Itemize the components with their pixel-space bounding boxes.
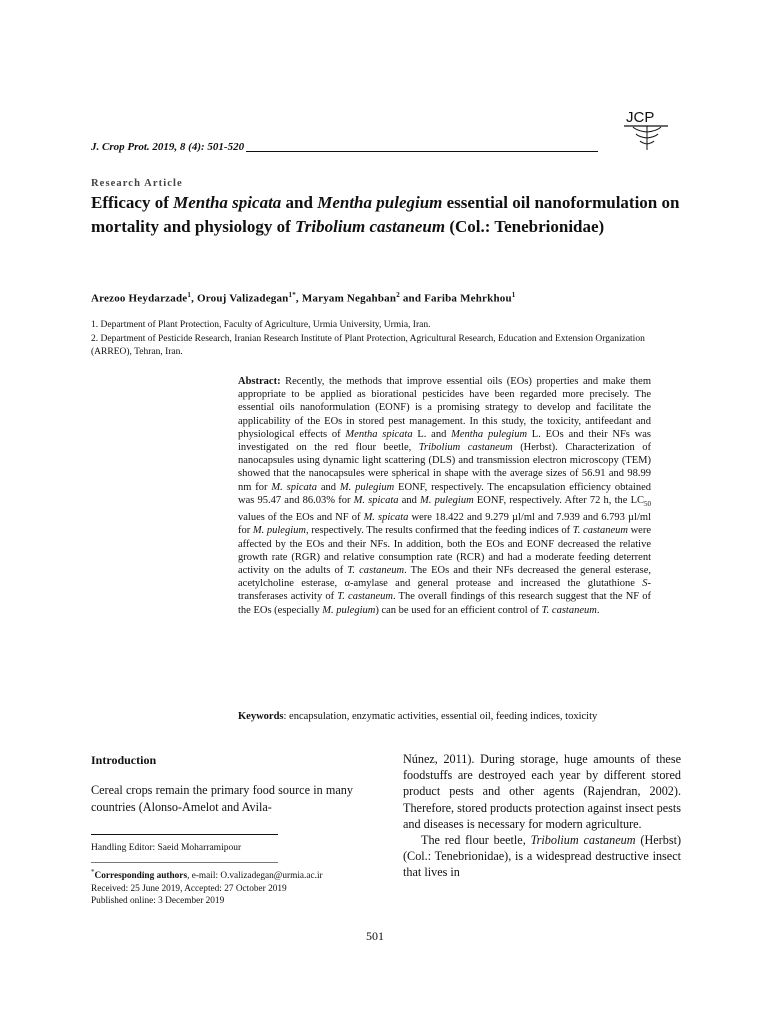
journal-citation bbox=[91, 141, 598, 153]
abstract-species: M. spicata bbox=[363, 512, 409, 524]
keywords-text: : encapsulation, enzymatic activities, essential oil, feeding indices, toxicity bbox=[283, 711, 598, 722]
correspondence-footnote bbox=[91, 866, 391, 908]
corr-marker: * bbox=[91, 868, 95, 876]
title-part: Efficacy of bbox=[91, 193, 174, 212]
abstract-text: -transferases activity of bbox=[238, 578, 651, 603]
received-accepted: Received: 25 June 2019, Accepted: 27 October 2019 bbox=[91, 883, 287, 894]
author-affiliation-mark: 2 bbox=[396, 291, 400, 299]
journal-logo bbox=[622, 106, 672, 152]
abstract-text: (Herbst). Characterization of nanocapsules using dynamic light scattering (DLS) and transmission electron microscopy (TEM) showed that the nanocapsules were spherical in shape with the average sizes of 56.91 and 98.99 nm for bbox=[238, 442, 651, 493]
author-affiliation-mark: 1 bbox=[187, 291, 192, 299]
abstract-species: Tribolium castaneum bbox=[418, 442, 513, 454]
abstract-species: T. castaneum bbox=[347, 564, 405, 576]
abstract-text: were affected by the EOs and their NFs. In addition, both the EOs and EONF decreased the relative growth rate (RGR) and relative consumption rate (RCR) and had a moderate feeding deterrent activity on the adults of bbox=[238, 525, 651, 576]
abstract-text: and bbox=[316, 481, 340, 493]
article-type-label: Research Article bbox=[91, 178, 183, 189]
introduction-right-column bbox=[403, 751, 681, 881]
abstract-species: Mentha spicata bbox=[345, 428, 413, 440]
abstract bbox=[238, 375, 651, 617]
corr-email: , e-mail: O.valizadegan@urmia.ac.ir bbox=[187, 871, 323, 882]
abstract-text: EONF, respectively. After 72 h, the LC bbox=[473, 494, 645, 506]
author-affiliation-mark: 1 bbox=[511, 291, 516, 299]
journal-citation-text: J. Crop Prot. 2019, 8 (4): 501-520 bbox=[91, 141, 245, 153]
abstract-label: Abstract: bbox=[238, 376, 281, 387]
affiliation-1: 1. Department of Plant Protection, Faculty of Agriculture, Urmia University, Urmia, Iran. bbox=[91, 320, 431, 330]
author-separator: , bbox=[191, 292, 197, 305]
para-species: Tribolium castaneum bbox=[530, 833, 636, 848]
abstract-text: were 18.422 and 9.279 µl/ml and 7.939 and 6.793 µl/ml for bbox=[238, 512, 652, 537]
author-list bbox=[91, 291, 681, 305]
published-online: Published online: 3 December 2019 bbox=[91, 896, 225, 907]
abstract-text: L. and bbox=[412, 428, 452, 440]
abstract-text: . The overall findings of this research suggest that the NF of the EOs (especially bbox=[238, 591, 652, 616]
introduction-paragraph: Núnez, 2011). During storage, huge amounts of these foodstuffs are destroyed each year by different stored product pests and other agents (Rajendran, 2002). Therefore, stored products protection against insect pests and diseases is necessary for modern agriculture. bbox=[403, 752, 681, 831]
abstract-text: . bbox=[596, 604, 600, 616]
abstract-species: T. castaneum bbox=[541, 604, 597, 616]
header-rule bbox=[246, 151, 598, 152]
title-species: Mentha spicata bbox=[173, 193, 282, 212]
abstract-species: M. pulegium bbox=[339, 481, 395, 493]
author-separator: , bbox=[295, 292, 302, 305]
keywords bbox=[238, 710, 651, 724]
jcp-logo-icon bbox=[622, 106, 672, 152]
introduction-heading: Introduction bbox=[91, 753, 157, 767]
logo-text: JCP bbox=[626, 109, 655, 126]
corresponding-author-line bbox=[91, 866, 391, 883]
footnote-divider bbox=[91, 834, 278, 835]
abstract-italic: S bbox=[642, 578, 648, 590]
para-text: The red flour beetle, bbox=[421, 833, 531, 848]
article-title bbox=[91, 191, 691, 239]
abstract-text: Recently, the methods that improve essential oils (EOs) properties and make them appropriate to be applied as biorational pesticides have been regarded more precisely. The essential oils nanoformulation (EONF) is a promising strategy to develop and facilitate the applicability of the EOs in stored pest management. In this study, the toxicity, antifeedant and physiological effects of bbox=[238, 376, 651, 440]
abstract-text: ) can be used for an efficient control of bbox=[375, 604, 542, 616]
author-name: Orouj Valizadegan bbox=[196, 292, 289, 305]
lc-subscript: 50 bbox=[644, 499, 652, 508]
author-name: Fariba Mehrkhou bbox=[424, 292, 512, 305]
abstract-species: M. pulegium bbox=[322, 604, 376, 616]
affiliation-2: 2. Department of Pesticide Research, Iranian Research Institute of Plant Protection, Agricultural Research, Education and Extension Organization (ARREO), Tehran, Iran. bbox=[91, 333, 645, 357]
title-part: and bbox=[281, 193, 318, 212]
author-name: Arezoo Heydarzade bbox=[91, 292, 188, 305]
corr-label: Corresponding authors bbox=[94, 871, 188, 882]
page-number: 501 bbox=[366, 929, 384, 943]
introduction-paragraph bbox=[403, 832, 681, 881]
abstract-species: T. castaneum bbox=[572, 525, 628, 537]
abstract-species: M. pulegium bbox=[420, 494, 474, 506]
title-species: Mentha pulegium bbox=[317, 193, 443, 212]
abstract-text: , respectively. The results confirmed that the feeding indices of bbox=[305, 525, 573, 537]
author-separator: and bbox=[399, 292, 425, 305]
para-text: (Herbst) (Col.: Tenebrionidae), is a widespread destructive insect that lives in bbox=[403, 833, 682, 880]
abstract-text: . The EOs and their NFs decreased the general esterase, acetylcholine esterase, α-amylase and general protease and increased the glutathione bbox=[238, 564, 651, 590]
abstract-species: T. castaneum bbox=[337, 591, 393, 603]
introduction-paragraph-left: Cereal crops remain the primary food source in many countries (Alonso-Amelot and Avila- bbox=[91, 783, 353, 814]
title-part: (Col.: Tenebrionidae) bbox=[445, 217, 605, 236]
affiliations bbox=[91, 319, 681, 360]
abstract-text: and bbox=[398, 494, 421, 506]
abstract-species: M. pulegium bbox=[252, 525, 306, 537]
abstract-species: Mentha pulegium bbox=[451, 428, 528, 440]
handling-editor: Handling Editor: Saeid Moharramipour bbox=[91, 843, 242, 853]
abstract-text: EONF, respectively. The encapsulation efficiency obtained was 95.47 and 86.03% for bbox=[238, 481, 652, 506]
abstract-species: M. spicata bbox=[271, 481, 317, 493]
title-species: Tribolium castaneum bbox=[295, 217, 446, 236]
abstract-species: M. spicata bbox=[353, 494, 399, 506]
author-affiliation-mark: 1* bbox=[288, 291, 296, 299]
title-part: essential oil nanoformulation on mortality and physiology of bbox=[91, 193, 680, 236]
abstract-text: L. EOs and their NFs was investigated on the red flour beetle, bbox=[238, 428, 651, 454]
keywords-label: Keywords bbox=[238, 711, 284, 722]
author-name: Maryam Negahban bbox=[301, 292, 397, 305]
abstract-text: values of the EOs and NF of bbox=[238, 512, 364, 524]
footnote-divider bbox=[91, 862, 278, 863]
